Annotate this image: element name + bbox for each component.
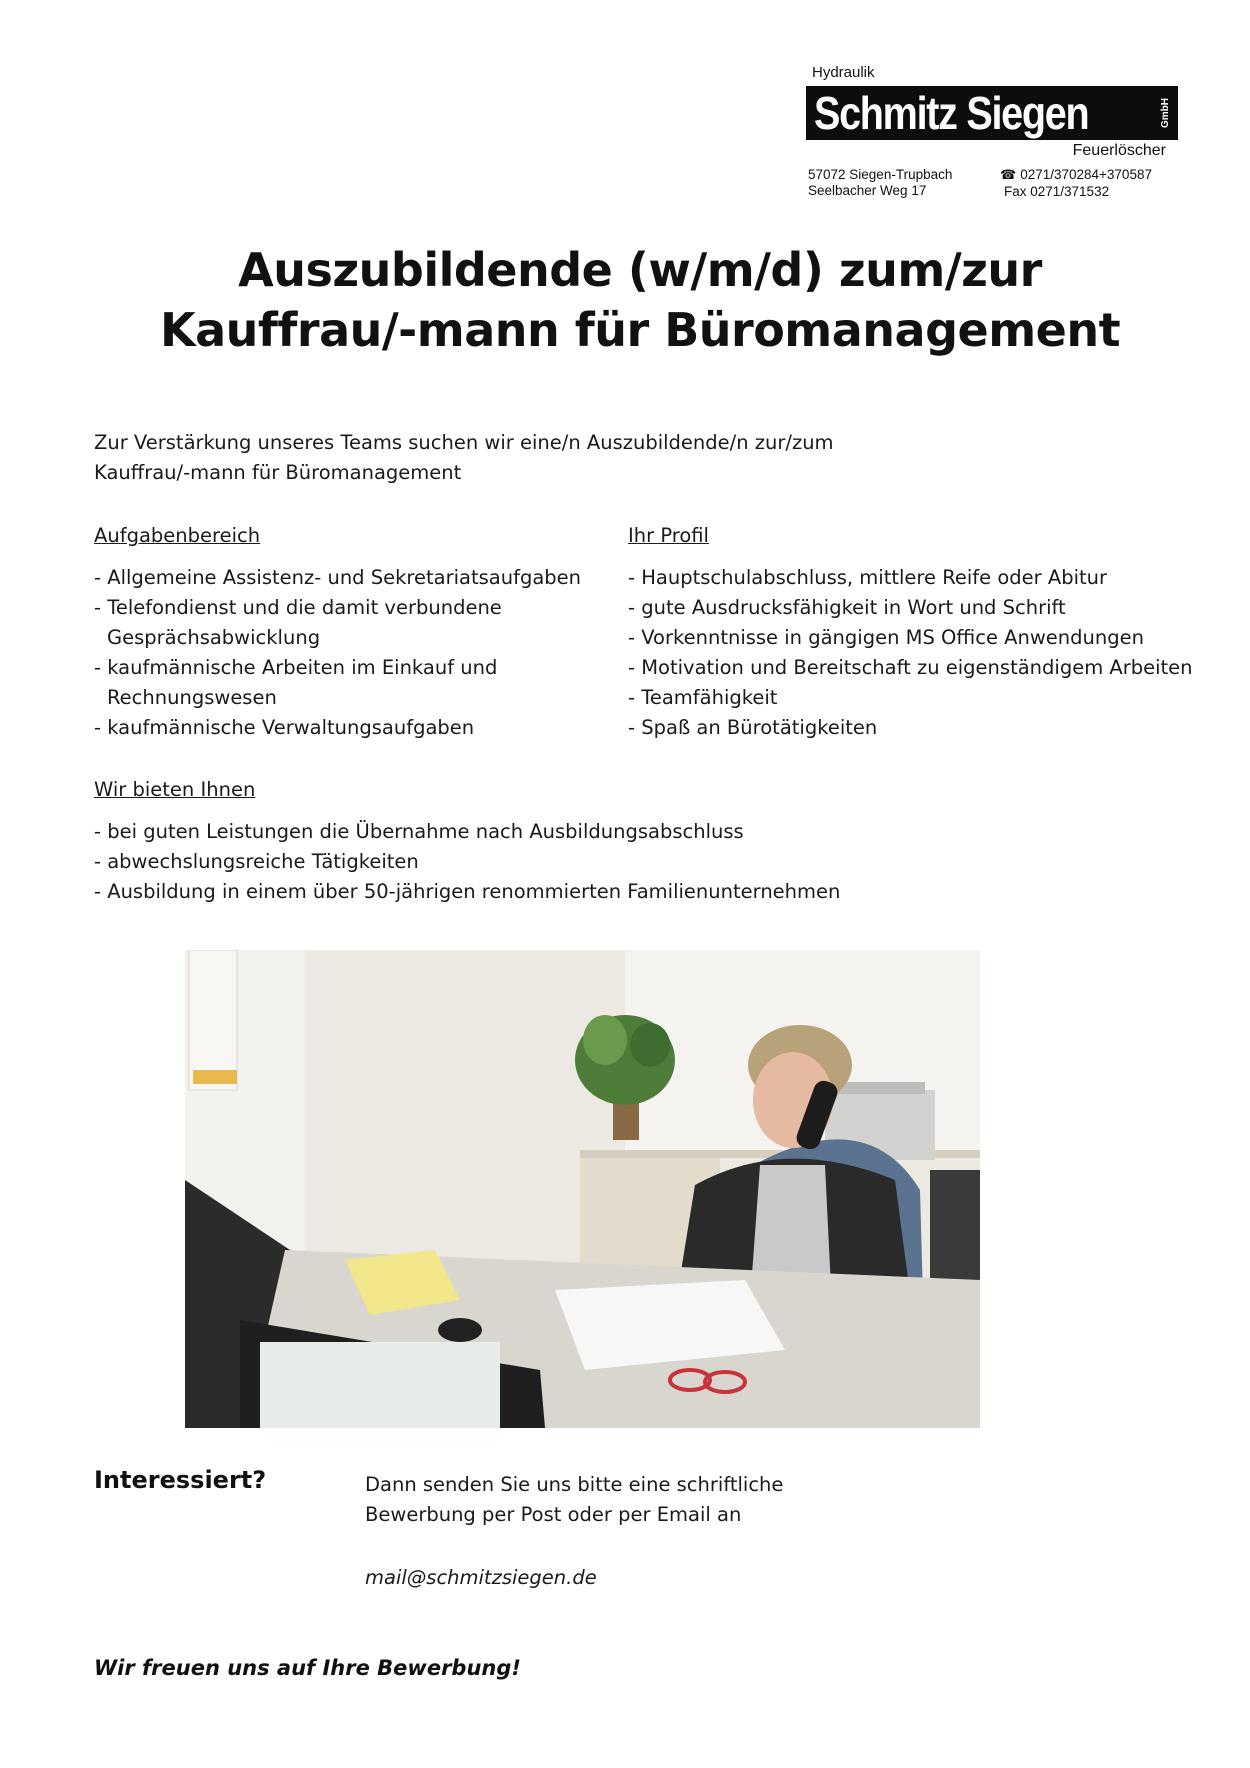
list-item: - gute Ausdrucksfähigkeit in Wort und Schrift: [628, 596, 1066, 619]
title-line-1: Auszubildende (w/m/d) zum/zur: [238, 243, 1042, 297]
contact-line-2: Bewerbung per Post oder per Email an: [365, 1503, 742, 1526]
list-item: - bei guten Leistungen die Übernahme nach Ausbildungsabschluss: [94, 820, 744, 843]
list-item: - kaufmännische Verwaltungsaufgaben: [94, 716, 475, 739]
list-item: - Ausbildung in einem über 50-jährigen renommierten Familienunternehmen: [94, 880, 841, 903]
interest-heading: Interessiert?: [94, 1466, 267, 1494]
logo-bottom-word: Feuerlöscher: [1072, 142, 1166, 159]
profile-section: [628, 521, 1208, 743]
list-item: - Spaß an Bürotätigkeiten: [628, 716, 878, 739]
contact-email[interactable]: mail@schmitzsiegen.de: [365, 1566, 597, 1589]
address-line-2: Seelbacher Weg 17: [808, 183, 927, 198]
phone-value: 0271/370284+370587: [1020, 167, 1152, 182]
list-item: - kaufmännische Arbeiten im Einkauf und Rechnungswesen: [94, 656, 498, 709]
offer-section: [94, 775, 994, 907]
intro-line-1: Zur Verstärkung unseres Teams suchen wir eine/n Auszubildende/n zur/zum: [94, 431, 834, 454]
tasks-list: [94, 563, 634, 743]
contact-instructions: [365, 1470, 885, 1530]
profile-heading: Ihr Profil: [628, 524, 709, 547]
list-item: - Allgemeine Assistenz- und Sekretariatsaufgaben: [94, 566, 582, 589]
logo-legal-form: GmbH: [1160, 98, 1171, 128]
profile-list: [628, 563, 1208, 743]
list-item: - Hauptschulabschluss, mittlere Reife oder Abitur: [628, 566, 1108, 589]
telephone-icon: ☎: [1000, 167, 1017, 182]
phone-number: [1000, 167, 1152, 183]
list-item: - Telefondienst und die damit verbundene Gesprächsabwicklung: [94, 596, 502, 649]
list-item: - Motivation und Bereitschaft zu eigenständigem Arbeiten: [628, 656, 1193, 679]
list-item: - Vorkenntnisse in gängigen MS Office Anwendungen: [628, 626, 1144, 649]
contact-line-1: Dann senden Sie uns bitte eine schriftliche: [365, 1473, 784, 1496]
page-title: [80, 240, 1200, 360]
intro-line-2: Kauffrau/-mann für Büromanagement: [94, 461, 462, 484]
logo-top-word: Hydraulik: [812, 64, 875, 81]
company-logo: [806, 64, 1178, 206]
intro-paragraph: [94, 428, 854, 488]
list-item: - Teamfähigkeit: [628, 686, 778, 709]
list-item: - abwechslungsreiche Tätigkeiten: [94, 850, 419, 873]
title-line-2: Kauffrau/-mann für Büromanagement: [159, 303, 1121, 357]
offer-list: [94, 817, 994, 907]
tasks-section: [94, 521, 634, 743]
closing-line: Wir freuen uns auf Ihre Bewerbung!: [94, 1656, 521, 1680]
tasks-heading: Aufgabenbereich: [94, 524, 261, 547]
logo-brand-box: [806, 86, 1178, 140]
office-photo: [185, 950, 980, 1428]
fax-number: Fax 0271/371532: [1004, 184, 1110, 199]
offer-heading: Wir bieten Ihnen: [94, 778, 256, 801]
logo-brand-name: Schmitz Siegen: [814, 87, 1089, 139]
address-line-1: 57072 Siegen-Trupbach: [808, 167, 953, 182]
office-photo-illustration: [185, 950, 980, 1428]
